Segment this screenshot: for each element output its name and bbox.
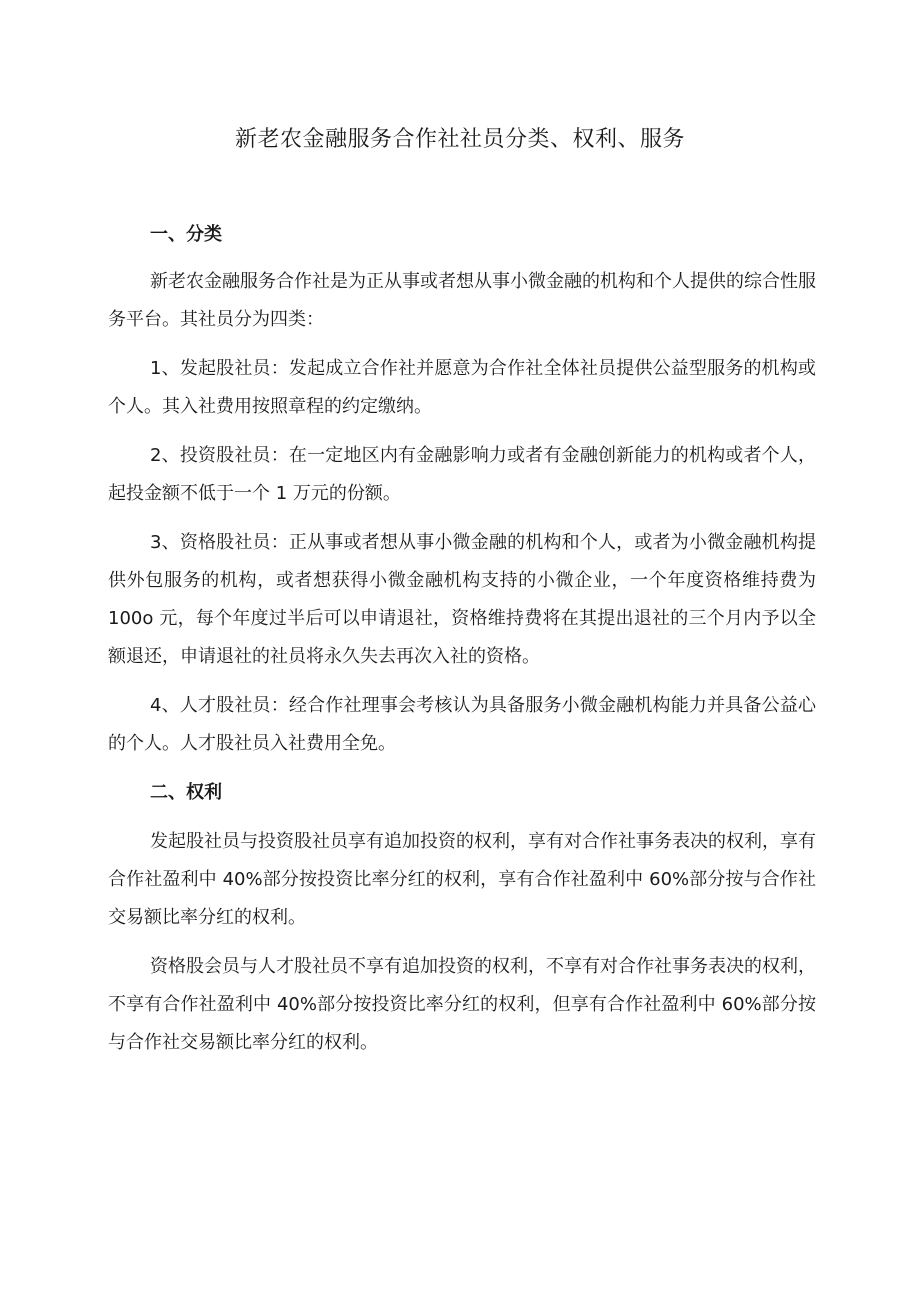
paragraph-member-type-3: 3、资格股社员：正从事或者想从事小微金融的机构和个人，或者为小微金融机构提供外包服务的机构，或者想获得小微金融机构支持的小微企业，一个年度资格维持费为 100o 元，每个年度过半后可以申请退社，资格维持费将在其提出退社的三个月内予以全额退还，申请退社的社员将永久失去再次入社的资格。 — [108, 532, 816, 667]
document-body — [108, 216, 816, 1062]
spacer — [108, 426, 816, 437]
spacer — [108, 339, 816, 350]
paragraph-member-type-4: 4、人才股社员：经合作社理事会考核认为具备服务小微金融机构能力并具备公益心的个人。人才股社员入社费用全免。 — [108, 695, 816, 754]
paragraph-member-type-2: 2、投资股社员：在一定地区内有金融影响力或者有金融创新能力的机构或者个人，起投金额不低于一个 1 万元的份额。 — [108, 445, 816, 504]
spacer — [108, 937, 816, 948]
section-heading-classification: 一、分类 — [150, 224, 222, 245]
spacer — [108, 812, 816, 823]
spacer — [108, 254, 816, 263]
paragraph-rights-1: 发起股社员与投资股社员享有追加投资的权利，享有对合作社事务表决的权利，享有合作社盈利中 40%部分按投资比率分红的权利，享有合作社盈利中 60%部分按与合作社交易额比率分红的权利。 — [108, 831, 816, 928]
section-heading-rights: 二、权利 — [150, 782, 222, 803]
paragraph-intro: 新老农金融服务合作社是为正从事或者想从事小微金融的机构和个人提供的综合性服务平台。其社员分为四类： — [108, 271, 816, 330]
spacer — [108, 513, 816, 524]
document-title: 新老农金融服务合作社社员分类、权利、服务 — [234, 127, 685, 152]
spacer — [108, 763, 816, 774]
spacer — [108, 676, 816, 687]
paragraph-member-type-1: 1、发起股社员：发起成立合作社并愿意为合作社全体社员提供公益型服务的机构或个人。其入社费用按照章程的约定缴纳。 — [108, 358, 816, 417]
paragraph-rights-2: 资格股会员与人才股社员不享有追加投资的权利，不享有对合作社事务表决的权利，不享有合作社盈利中 40%部分按投资比率分红的权利，但享有合作社盈利中 60%部分按与合作社交易额比率分红的权利。 — [108, 956, 816, 1053]
